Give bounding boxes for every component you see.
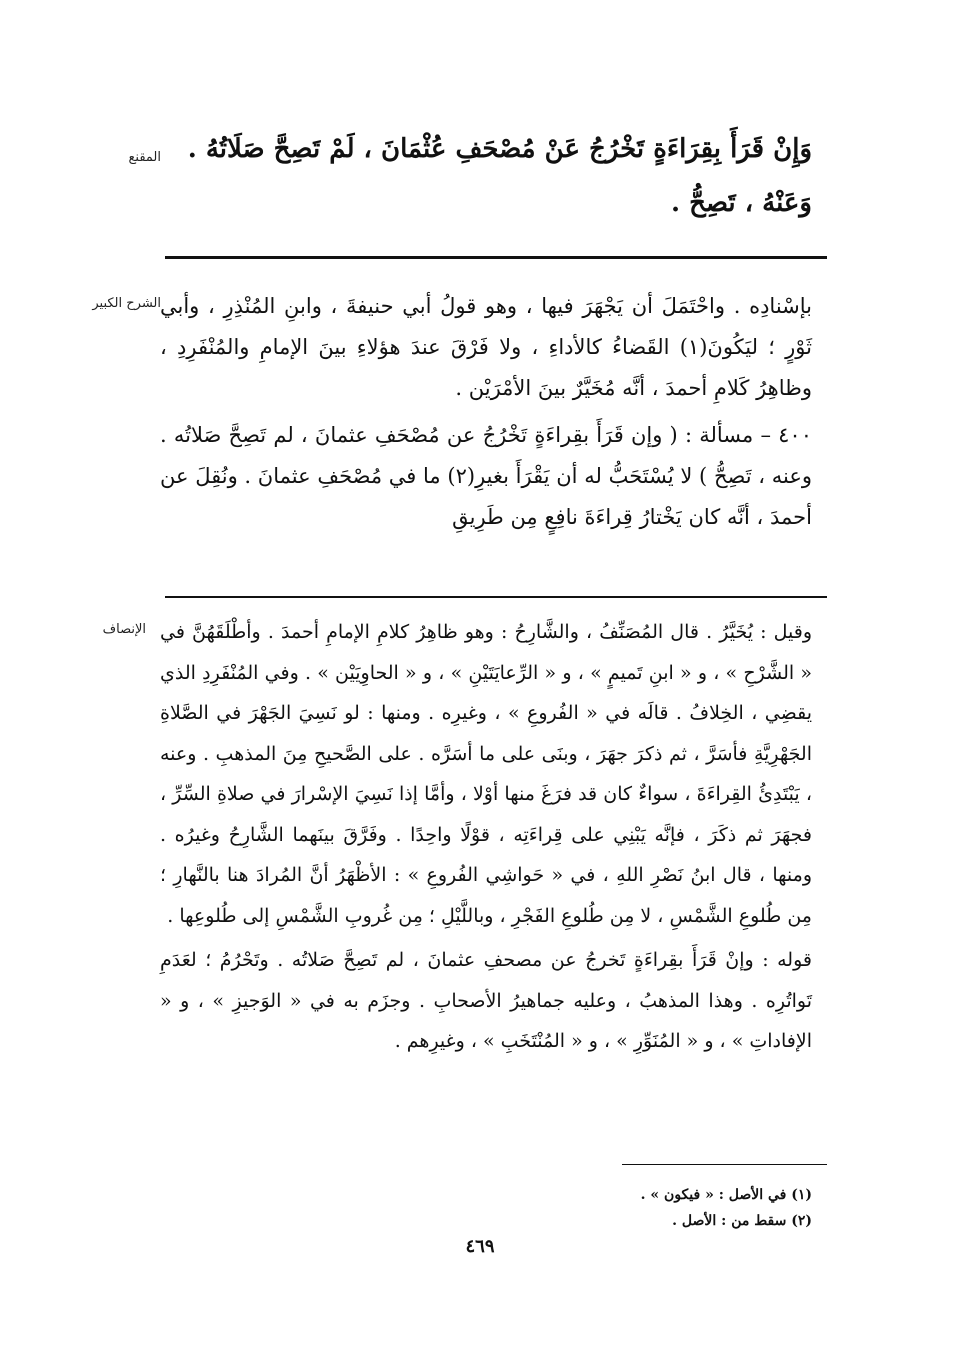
muqni-line: وَعَنْهُ ، تَصِحُّ . <box>670 188 812 218</box>
footnote: (١) في الأصل : « فيكون » . <box>640 1187 812 1203</box>
muqni-line: وَإِنْ قَرَأَ بِقِرَاءَةٍ تَخْرُجُ عَنْ مُصْحَفِ عُثْمَانَ ، لَمْ تَصِحَّ صَلَاتُهُ . <box>187 134 812 164</box>
insaf-text <box>160 612 812 1062</box>
section-divider <box>165 256 827 259</box>
sharh-paragraph: ٤٠٠ – مسألة : ( وإن قَرَأَ بقِراءَةٍ تَخْرُجُ عن مُصْحَفِ عثمانَ ، لم تَصِحَّ صَلاتُه . وعنه ، تَصِحُّ ) لا يُسْتَحَبُّ له أن يَقْرَأَ بغيرِ(٢) ما في مُصْحَفِ عثمانَ . ونُقِلَ عن أحمدَ ، أنَّه كان يَخْتارُ قِراءَةَ نافِعٍ مِن طَرِيقِ <box>160 423 813 529</box>
section-divider <box>165 596 827 598</box>
footnotes <box>560 1182 812 1234</box>
page-number: ٤٦٩ <box>465 1236 495 1257</box>
section-label-muqni: المقنع <box>128 150 161 165</box>
section-label-sharh: الشرح الكبير <box>92 296 161 311</box>
muqni-text <box>160 122 812 230</box>
footnote: (٢) سقط من : الأصل . <box>672 1213 812 1229</box>
sharh-paragraph: بإسْنادِه . واحْتَمَلَ أن يَجْهَرَ فيها ، وهو قولُ أبي حنيفةَ ، وابنِ المُنْذِرِ ، وأبي ثَوْرٍ ؛ ليَكُونَ(١) القَضاءُ كالأداءِ ، ولا فَرْقَ عندَ هؤلاءِ بينَ الإمامِ والمُنْفَرِدِ ، وظاهِرُ كَلامِ أحمدَ ، أنَّه مُخَيَّرٌ بينَ الأمْرَيْن . <box>160 294 812 400</box>
insaf-paragraph: قوله : وإنْ قَرَأَ بقِراءَةٍ تَخرجُ عن مصحفِ عثمانَ ، لم تَصِحَّ صَلاتُه . وتَحْرُمُ ؛ لعَدَمِ تَواتُرِه . وهذا المذهبُ ، وعليه جماهيرُ الأصحابِ . وجزَم به في « الوَجيزِ » ، و « الإفاداتِ » ، و « المُنَوِّرِ » ، و « المُنْتَخَبِ » ، وغيرِهم . <box>160 949 812 1052</box>
insaf-paragraph: وقيل : يُخَيَّرُ . قال المُصَنِّفُ ، والشَّارِحُ : وهو ظاهِرُ كلامِ الإمامِ أحمدَ . وأطْلَقَهُنَّ في « الشَّرْحِ » ، و « ابنِ تَميمٍ » ، و « الرِّعايَتَيْنِ » ، و « الحاوِيَيْن » . وفي المُنْفَرِدِ الذي يقضِي ، الخِلافُ . قالَه في « الفُروعِ » ، وغيرِه . ومنها : لو نَسِيَ الجَهْرَ في الصَّلاةِ الجَهْرِيَّةِ فأسَرَّ ، ثم ذكرَ جهَرَ ، وبنَى على ما أسَرَّه . على الصَّحيحِ مِنَ المذهبِ . وعنه ، يَبْتَدِئُ القِراءَةَ ، سواءٌ كان قد فرَغَ منها أوْلا ، وأمَّا إذا نَسِيَ الإسْرارَ في صلاةِ السِّرِّ ، فجهَرَ ثم ذكَرَ ، فإنَّه يَبْنِي على قِراءَتِه ، قوْلًا واحِدًا . وفَرَّقَ بينَهما الشَّارِحُ وغيرُه . ومنها ، قال ابنُ نَصْرِ اللهِ ، في « حَواشِي الفُروعِ » : الأظْهَرُ أنَّ المُرادَ هنا بالنَّهارِ ؛ مِن طُلوعِ الشَّمْسِ ، لا مِن طُلوعِ الفَجْرِ ، وباللَّيْلِ ؛ مِن غُروبِ الشَّمْسِ إلى طُلوعِها . <box>160 621 812 927</box>
footnote-divider <box>622 1164 827 1165</box>
sharh-text <box>160 286 812 538</box>
section-label-insaf: الإنصاف <box>102 622 146 637</box>
